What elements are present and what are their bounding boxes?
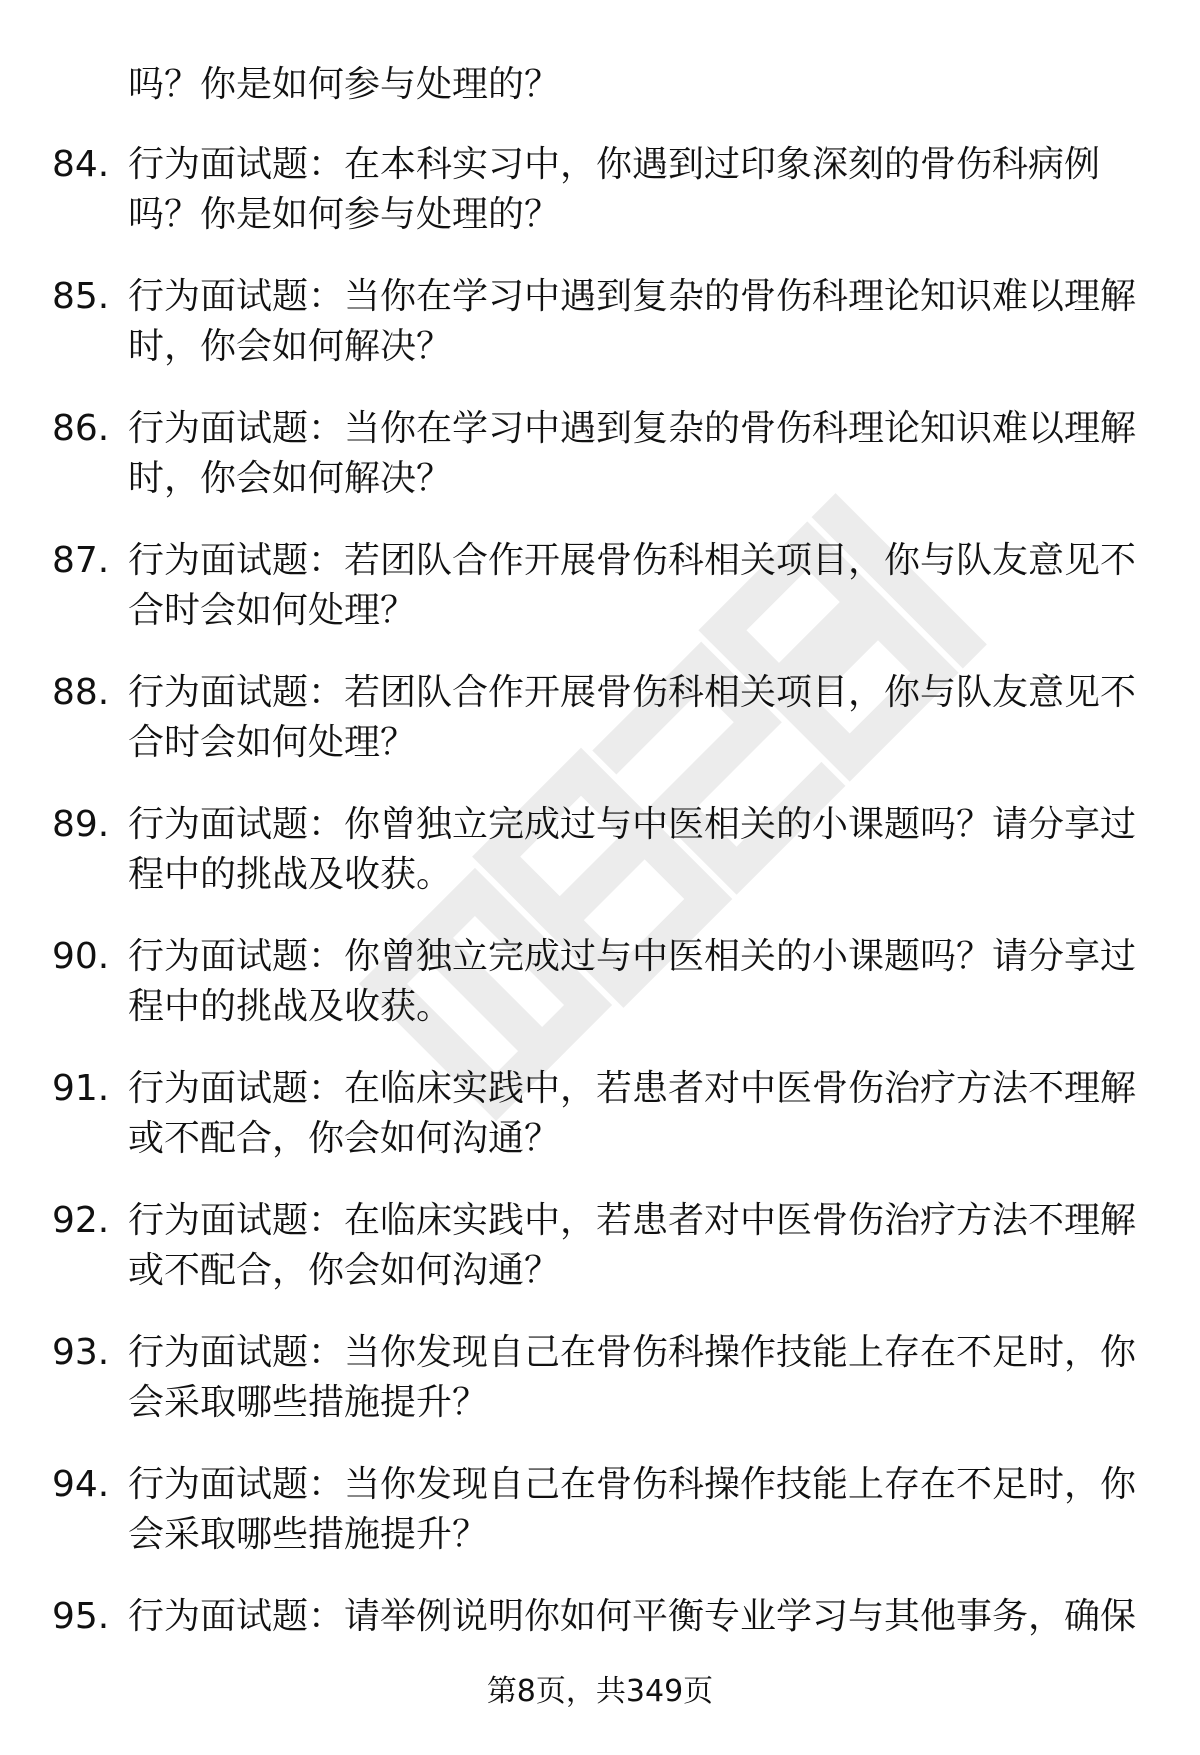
- question-line: 行为面试题：若团队合作开展骨伤科相关项目，你与队友意见不: [128, 540, 1137, 581]
- list-item: [0, 1460, 1200, 1592]
- question-text: [128, 668, 1148, 768]
- list-item: [0, 932, 1200, 1064]
- list-item: [0, 1196, 1200, 1328]
- question-line: 行为面试题：你曾独立完成过与中医相关的小课题吗？请分享过: [128, 804, 1137, 845]
- question-number: 90.: [52, 936, 110, 977]
- question-text: [128, 800, 1148, 900]
- question-line: 程中的挑战及收获。: [128, 986, 453, 1027]
- question-list: [0, 140, 1200, 1724]
- question-line: 行为面试题：当你在学习中遇到复杂的骨伤科理论知识难以理解: [128, 408, 1137, 449]
- question-number: 87.: [52, 540, 110, 581]
- question-line: 或不配合，你会如何沟通？: [128, 1118, 561, 1159]
- question-text: [128, 1328, 1148, 1428]
- question-line: 会采取哪些措施提升？: [128, 1514, 489, 1555]
- question-number: 85.: [52, 276, 110, 317]
- question-number: 91.: [52, 1068, 110, 1109]
- question-text: [128, 140, 1148, 240]
- question-line: 程中的挑战及收获。: [128, 854, 453, 895]
- question-text: [128, 1064, 1148, 1164]
- question-number: 95.: [52, 1596, 110, 1637]
- question-text: [128, 932, 1148, 1032]
- question-line: 行为面试题：当你在学习中遇到复杂的骨伤科理论知识难以理解: [128, 276, 1137, 317]
- list-item: [0, 536, 1200, 668]
- question-line: 行为面试题：请举例说明你如何平衡专业学习与其他事务，确保: [128, 1596, 1137, 1637]
- list-item: [0, 668, 1200, 800]
- list-item: [0, 800, 1200, 932]
- question-line: 行为面试题：在本科实习中，你遇到过印象深刻的骨伤科病例: [128, 144, 1101, 185]
- question-line: 合时会如何处理？: [128, 590, 417, 631]
- list-item: [0, 140, 1200, 272]
- question-line: 行为面试题：在临床实践中，若患者对中医骨伤治疗方法不理解: [128, 1068, 1137, 1109]
- question-line: 时，你会如何解决？: [128, 326, 453, 367]
- question-text: [128, 1196, 1148, 1296]
- question-line: 吗？你是如何参与处理的？: [128, 194, 561, 235]
- question-line: 会采取哪些措施提升？: [128, 1382, 489, 1423]
- question-line: 行为面试题：当你发现自己在骨伤科操作技能上存在不足时，你: [128, 1332, 1137, 1373]
- question-line: 合时会如何处理？: [128, 722, 417, 763]
- list-item: [0, 404, 1200, 536]
- question-number: 93.: [52, 1332, 110, 1373]
- question-line: 行为面试题：在临床实践中，若患者对中医骨伤治疗方法不理解: [128, 1200, 1137, 1241]
- question-number: 89.: [52, 804, 110, 845]
- list-item: [0, 1064, 1200, 1196]
- question-text: [128, 272, 1148, 372]
- question-text: [128, 536, 1148, 636]
- question-number: 86.: [52, 408, 110, 449]
- question-line: 行为面试题：当你发现自己在骨伤科操作技能上存在不足时，你: [128, 1464, 1137, 1505]
- question-number: 94.: [52, 1464, 110, 1505]
- list-item: [0, 1328, 1200, 1460]
- question-text: [128, 1460, 1148, 1560]
- question-line: 时，你会如何解决？: [128, 458, 453, 499]
- continuation-text: 吗？你是如何参与处理的？: [128, 64, 561, 105]
- question-line: 行为面试题：若团队合作开展骨伤科相关项目，你与队友意见不: [128, 672, 1137, 713]
- page-footer: 第8页，共349页: [486, 1674, 714, 1709]
- question-number: 88.: [52, 672, 110, 713]
- question-number: 92.: [52, 1200, 110, 1241]
- question-number: 84.: [52, 144, 110, 185]
- question-line: 或不配合，你会如何沟通？: [128, 1250, 561, 1291]
- question-text: [128, 1592, 1148, 1642]
- list-item: [0, 272, 1200, 404]
- question-text: [128, 404, 1148, 504]
- question-line: 行为面试题：你曾独立完成过与中医相关的小课题吗？请分享过: [128, 936, 1137, 977]
